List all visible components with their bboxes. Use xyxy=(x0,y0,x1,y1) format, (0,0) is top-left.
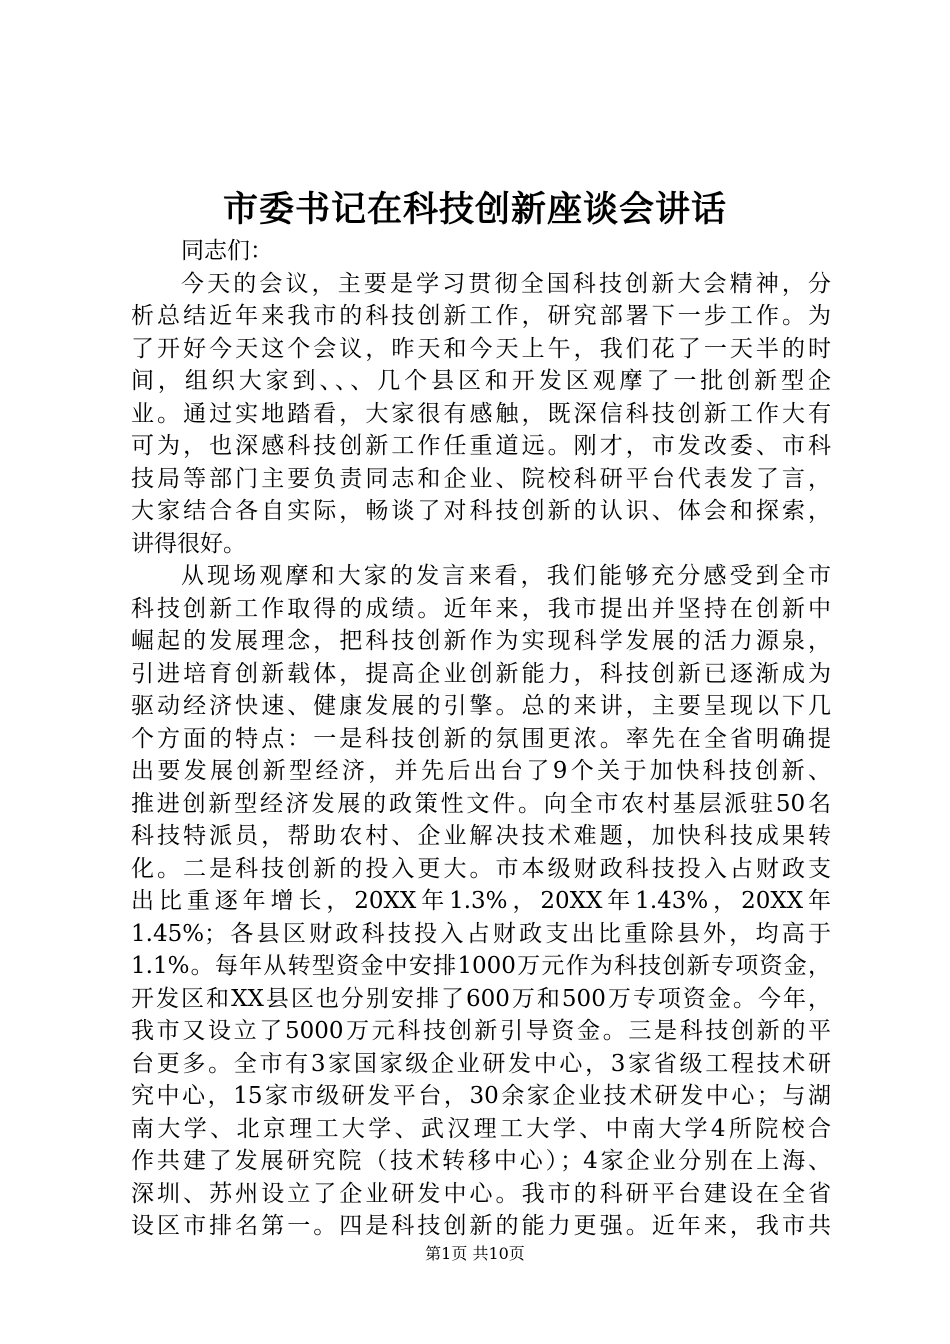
paragraph-line: 今天的会议，主要是学习贯彻全国科技创新大会精神，分 xyxy=(181,270,831,297)
document-title: 市委书记在科技创新座谈会讲话 xyxy=(222,189,727,230)
paragraph-line: 引进培育创新载体，提高企业创新能力，科技创新已逐渐成为 xyxy=(131,660,831,687)
page-number-footer: 第1页 共10页 xyxy=(425,1244,525,1263)
paragraph-line: 科技特派员，帮助农村、企业解决技术难题，加快科技成果转 xyxy=(131,823,831,849)
paragraph-line: 讲得很好。 xyxy=(131,530,246,557)
paragraph-line: 可为，也深感科技创新工作任重道远。刚才，市发改委、市科 xyxy=(131,433,831,459)
paragraph-line: 究中心，15家市级研发平台，30余家企业技术研发中心；与湖 xyxy=(131,1083,831,1109)
paragraph-line: 技局等部门主要负责同志和企业、院校科研平台代表发了言， xyxy=(131,465,831,492)
paragraph-line: 推进创新型经济发展的政策性文件。向全市农村基层派驻50名 xyxy=(131,790,831,817)
paragraph-line: 业。通过实地踏看，大家很有感触，既深信科技创新工作大有 xyxy=(131,400,831,427)
paragraph-line: 大家结合各自实际，畅谈了对科技创新的认识、体会和探索， xyxy=(131,498,831,524)
paragraph-line: 从现场观摩和大家的发言来看，我们能够充分感受到全市 xyxy=(181,563,831,589)
paragraph-line: 驱动经济快速、健康发展的引擎。总的来讲，主要呈现以下几 xyxy=(131,693,831,719)
paragraph-line: 出要发展创新型经济，并先后出台了9个关于加快科技创新、 xyxy=(131,758,831,784)
paragraph-line: 间，组织大家到、、、几个县区和开发区观摩了一批创新型企 xyxy=(131,368,831,394)
paragraph-line: 1.1%。每年从转型资金中安排1000万元作为科技创新专项资金， xyxy=(131,953,831,979)
paragraph-line: 科技创新工作取得的成绩。近年来，我市提出并坚持在创新中 xyxy=(131,595,831,622)
paragraph-line: 出比重逐年增长，20XX年1.3%，20XX年1.43%，20XX年 xyxy=(131,888,831,914)
paragraph-line: 作共建了发展研究院（技术转移中心）；4家企业分别在上海、 xyxy=(131,1148,831,1174)
paragraph-line: 设区市排名第一。四是科技创新的能力更强。近年来，我市共 xyxy=(131,1213,831,1239)
salutation-line: 同志们： xyxy=(181,238,273,264)
paragraph-line: 南大学、北京理工大学、武汉理工大学、中南大学4所院校合 xyxy=(131,1115,831,1142)
paragraph-line: 析总结近年来我市的科技创新工作，研究部署下一步工作。为 xyxy=(131,303,831,329)
paragraph-line: 深圳、苏州设立了企业研发中心。我市的科研平台建设在全省 xyxy=(131,1180,831,1207)
paragraph-line: 开发区和XX县区也分别安排了600万和500万专项资金。今年， xyxy=(131,985,831,1012)
paragraph-line: 化。二是科技创新的投入更大。市本级财政科技投入占财政支 xyxy=(131,855,831,882)
paragraph-line: 崛起的发展理念，把科技创新作为实现科学发展的活力源泉， xyxy=(131,628,831,654)
paragraph-line: 台更多。全市有3家国家级企业研发中心，3家省级工程技术研 xyxy=(131,1050,831,1077)
paragraph-line: 1.45%；各县区财政科技投入占财政支出比重除县外，均高于 xyxy=(131,920,831,947)
document-body xyxy=(131,235,831,1243)
paragraph-line: 了开好今天这个会议，昨天和今天上午，我们花了一天半的时 xyxy=(131,335,831,362)
paragraph-line: 个方面的特点：一是科技创新的氛围更浓。率先在全省明确提 xyxy=(131,725,831,752)
paragraph-line: 我市又设立了5000万元科技创新引导资金。三是科技创新的平 xyxy=(131,1018,831,1044)
